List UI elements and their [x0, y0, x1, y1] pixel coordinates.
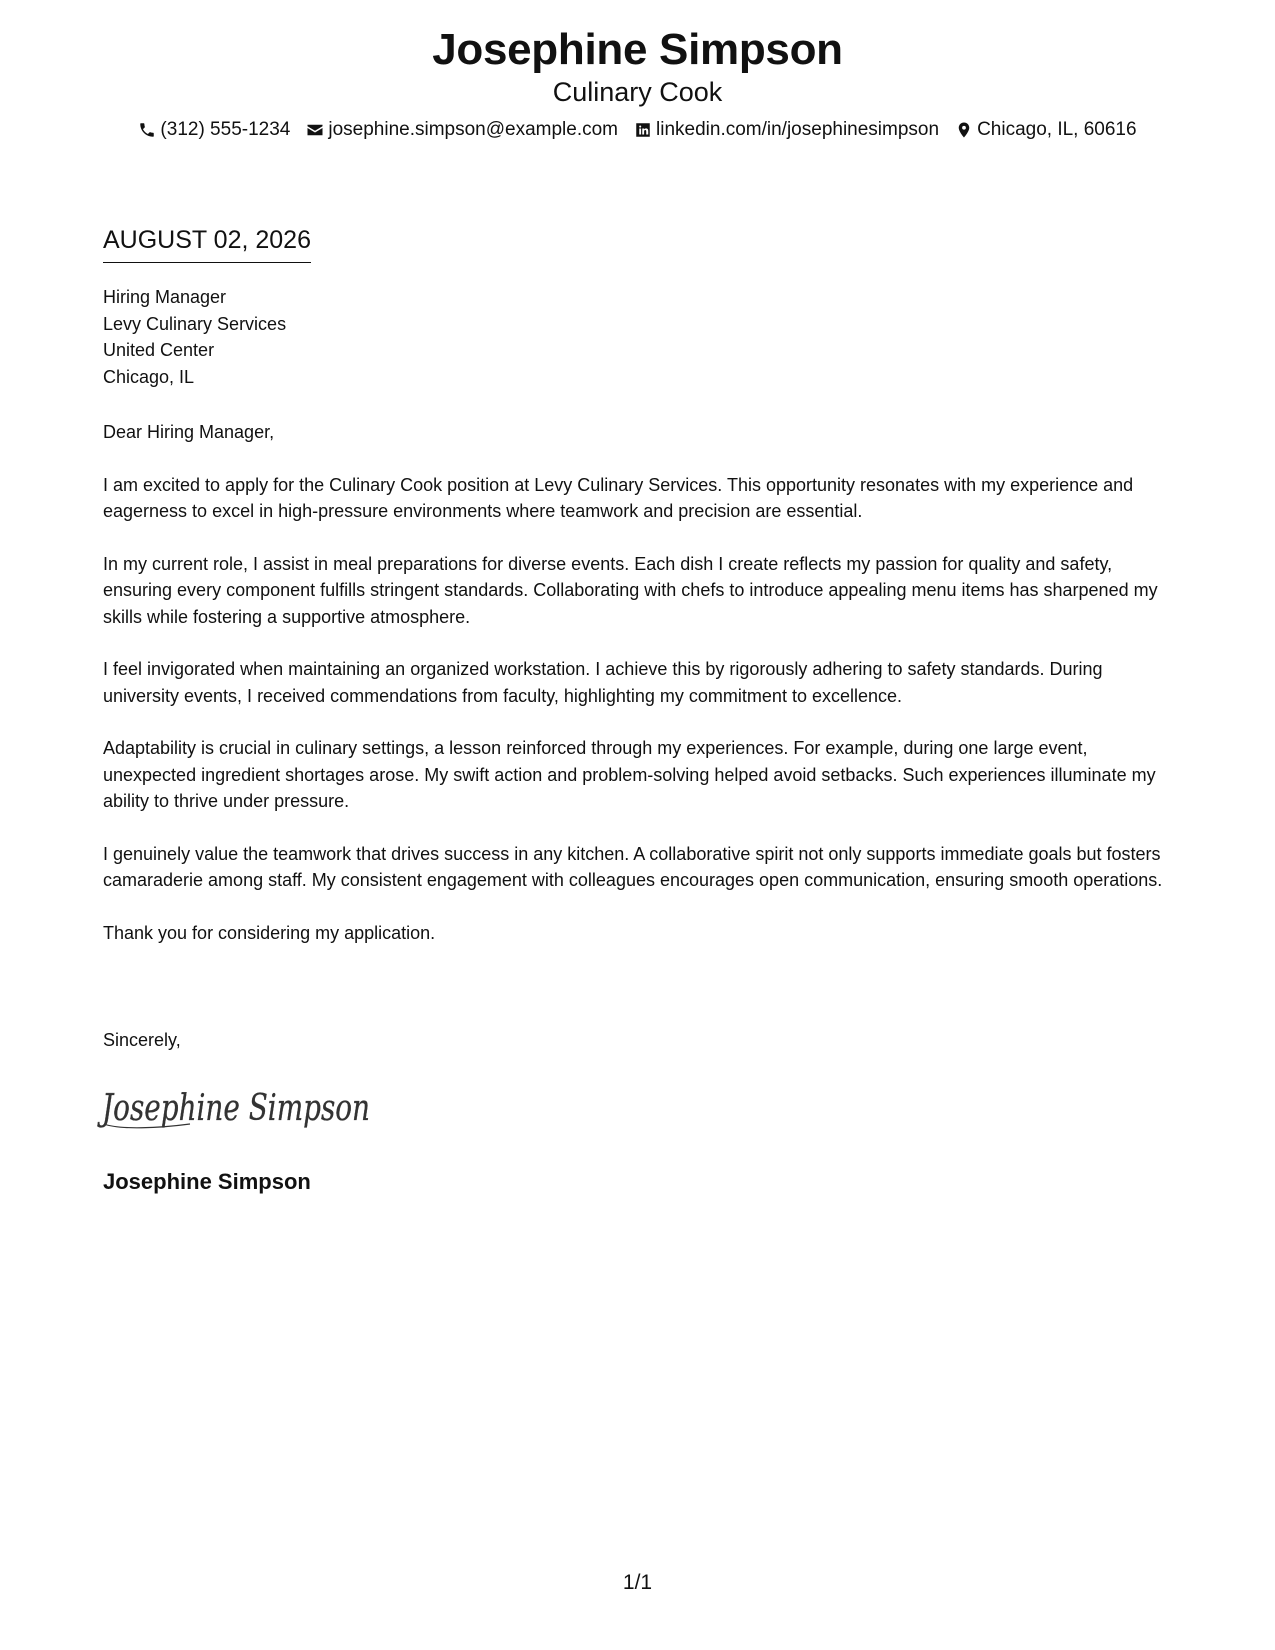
- closing-line: Sincerely,: [103, 1030, 181, 1050]
- signature-text: Josephine Simpson: [96, 1088, 371, 1129]
- contact-location: [955, 118, 1137, 142]
- body-paragraph: I feel invigorated when maintaining an organized workstation. I achieve this by rigorously adhering to safety standards. During university events, I received commendations from faculty, highlighting my commitment to excellence.: [103, 659, 1103, 706]
- location-text: Chicago, IL, 60616: [977, 119, 1137, 140]
- signer-name: Josephine Simpson: [103, 1169, 311, 1194]
- contact-info-row: [0, 118, 1275, 142]
- linkedin-icon: [634, 121, 652, 139]
- contact-phone: [138, 118, 290, 142]
- letter-header: [0, 24, 1275, 142]
- contact-linkedin: [634, 118, 939, 142]
- salutation: Dear Hiring Manager,: [103, 422, 275, 442]
- recipient-line: Levy Culinary Services: [103, 313, 287, 334]
- handwritten-signature: [96, 1080, 371, 1138]
- applicant-name: Josephine Simpson: [432, 25, 843, 74]
- email-text: josephine.simpson@example.com: [328, 119, 619, 140]
- envelope-icon: [306, 121, 324, 139]
- recipient-address: [103, 284, 286, 390]
- phone-icon: [138, 121, 156, 139]
- page-number: 1/1: [622, 1571, 653, 1594]
- phone-text: (312) 555-1234: [160, 119, 291, 140]
- letter-date-block: [103, 224, 311, 263]
- contact-email: [306, 118, 618, 142]
- body-paragraph: I am excited to apply for the Culinary Cook position at Levy Culinary Services. This opportunity resonates with my experience and eagerness to excel in high-pressure environments where teamwork and precision are essential.: [103, 474, 1134, 521]
- recipient-line: Hiring Manager: [103, 287, 227, 307]
- signature-graphic: [96, 1080, 371, 1138]
- recipient-line: Chicago, IL: [103, 366, 195, 387]
- recipient-line: United Center: [103, 340, 215, 360]
- map-marker-icon: [955, 121, 973, 139]
- letter-date: AUGUST 02, 2026: [103, 224, 311, 263]
- letter-body: [103, 419, 1183, 972]
- body-paragraph: In my current role, I assist in meal preparations for diverse events. Each dish I create reflects my passion for quality and safety, ensuring every component fulfills stringent standards. Collaborating with chefs to introduce appealing menu items has sharpened my skills while fostering a supportive atmosphere.: [103, 553, 1158, 627]
- linkedin-text: linkedin.com/in/josephinesimpson: [656, 119, 940, 140]
- body-paragraph: Adaptability is crucial in culinary settings, a lesson reinforced through my experiences. For example, during one large event, unexpected ingredient shortages arose. My swift action and problem-solving helped avoid setbacks. Such experiences illuminate my ability to thrive under pressure.: [103, 738, 1156, 811]
- body-paragraph: I genuinely value the teamwork that drives success in any kitchen. A collaborative spirit not only supports immediate goals but fosters camaraderie among staff. My consistent engagement with colleagues encourages open communication, ensuring smooth operations.: [103, 843, 1163, 890]
- applicant-job-title: Culinary Cook: [552, 77, 723, 107]
- thank-you-line: Thank you for considering my application.: [103, 922, 436, 943]
